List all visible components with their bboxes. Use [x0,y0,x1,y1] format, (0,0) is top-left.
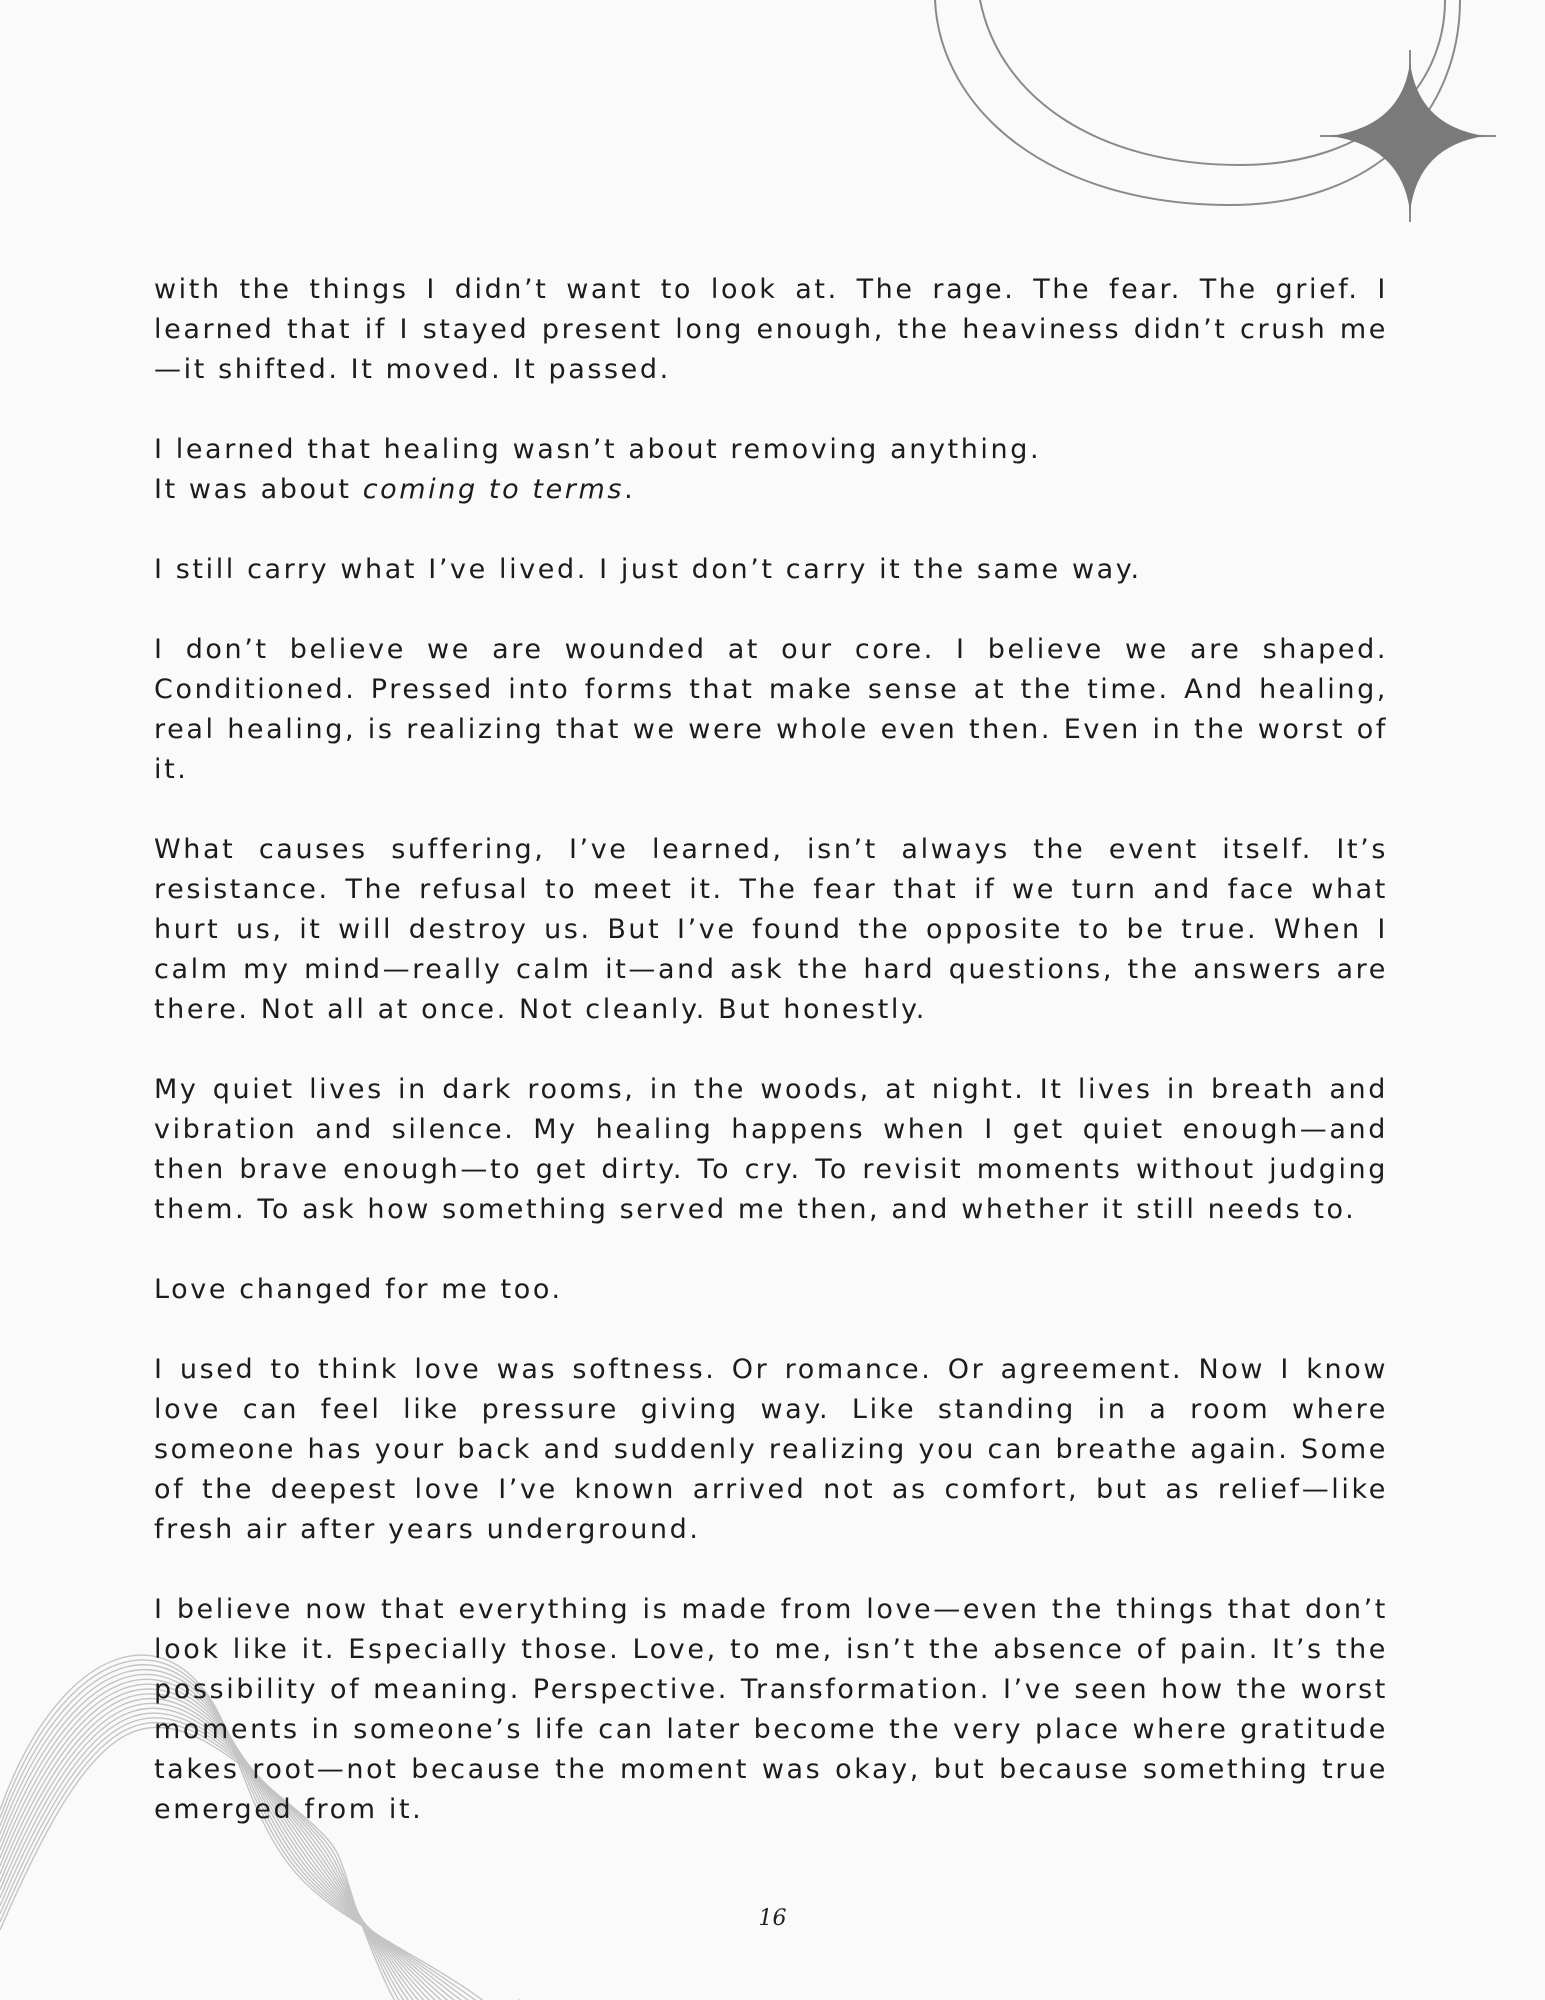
orbit-star-decoration-icon [900,0,1500,240]
page-number: 16 [758,1906,787,1931]
four-point-star-icon [1330,62,1485,212]
paragraph-6: My quiet lives in dark rooms, in the woods, at night. It lives in breath and vibration and silence. My healing happens when I get quiet enough—and then brave enough—to get dirty. To cry. To revisit moments without judging them. To ask how something served me then, and whether it still needs to. [154,1074,1388,1225]
body-text [154,270,1388,1870]
paragraph-5: What causes suffering, I’ve learned, isn’t always the event itself. It’s resistance. The refusal to meet it. The fear that if we turn and face what hurt us, it will destroy us. But I’ve found the opposite to be true. When I calm my mind—really calm it—and ask the hard questions, the answers are there. Not all at once. Not cleanly. But honestly. [154,834,1388,1025]
orbit-outer-line [935,0,1460,205]
paragraph-1: with the things I didn’t want to look at. The rage. The fear. The grief. I learned that if I stayed present long enough, the heaviness didn’t crush me—it shifted. It moved. It passed. [154,274,1388,385]
healing-line-2 [154,470,1388,510]
paragraph-9: I believe now that everything is made from love—even the things that don’t look like it. Especially those. Love, to me, isn’t the absence of pain. It’s the possibility of meaning. Perspective. Transformation. I’ve seen how the worst moments in someone’s life can later become the very place where gratitude takes root—not because the moment was okay, but because something true emerged from it. [154,1594,1388,1825]
healing-line-1: I learned that healing wasn’t about removing anything. [154,434,1042,465]
paragraph-4: I don’t believe we are wounded at our core. I believe we are shaped. Conditioned. Pressed into forms that make sense at the time. And healing, real healing, is realizing that we were whole even then. Even in the worst of it. [154,634,1388,785]
paragraph-8: I used to think love was softness. Or romance. Or agreement. Now I know love can feel like pressure giving way. Like standing in a room where someone has your back and suddenly realizing you can breathe again. Some of the deepest love I’ve known arrived not as comfort, but as relief—like fresh air after years underground. [154,1354,1388,1545]
coming-to-terms-emphasis: coming to terms [362,474,625,505]
paragraph-3: I still carry what I’ve lived. I just don’t carry it the same way. [154,554,1142,585]
paragraph-7: Love changed for me too. [154,1274,563,1305]
healing-line-2-prefix: It was about [154,474,363,505]
healing-line-2-suffix: . [624,474,636,505]
paragraph-healing [154,430,1388,510]
